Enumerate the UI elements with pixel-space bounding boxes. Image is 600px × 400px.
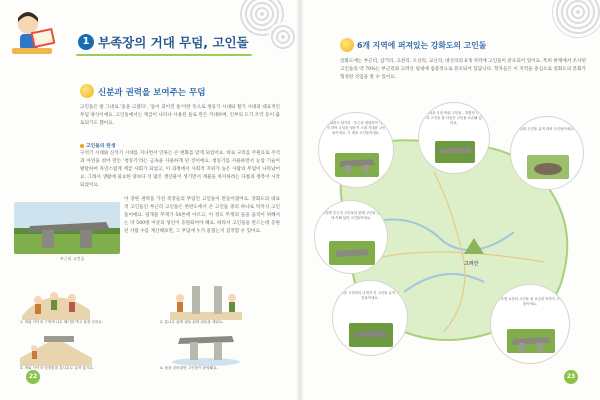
dolmen-photo — [349, 323, 393, 347]
dolmen-site-bubble — [418, 102, 490, 174]
dolmen-photo — [435, 141, 475, 163]
bubble-text: 숭회하시 삼거리 · 부근리 장당하여 가까지 하여 무덤을 청동기 시대 거대한 고인돌이에요. 기 대표 고인돌이에요. — [326, 121, 386, 135]
ganghwa-map — [314, 112, 584, 364]
step-4-caption: 4. 흙을 걷어내면 고인돌이 완성돼요. — [160, 366, 218, 370]
dolmen-photo — [329, 241, 375, 265]
step-3-illustration-icon — [20, 330, 92, 366]
step-1-illustration-icon — [20, 276, 92, 320]
sub-heading-label: 고인돌의 탄생 — [86, 144, 116, 149]
bubble-text: 교동 고천리의 나머지 인 고인돌 유적 고인돌이에요. — [340, 291, 400, 300]
section-heading: 6개 지역에 퍼져있는 강화도의 고인돌 — [357, 41, 487, 50]
dolmen-photo — [527, 155, 569, 179]
intro-paragraph: 강화도에는 부근리, 삼거리, 고천리, 오상리, 교산리, 대산리의 6개 지역에 고인돌이 분포되어 있어요. 특히 한계에서 조사된 고인돌의 약 70%는 부근리와 고려산 일대에 집중적으로 분포되어 있답니다. 학자들은 이 지역을 중심으로 강화도의 문화가 형성된 것임을 알 수 있어요. — [340, 59, 586, 80]
map-label: 고려산 — [464, 261, 479, 267]
book-gutter — [296, 0, 304, 400]
chapter-title: 부족장의 거대 무덤, 고인돌 — [98, 35, 249, 50]
paragraph-3: 이 강한 권력을 가진 족장들의 무덤인 고인돌이 만들어졌어요. 강화도의 대표적 고인돌인 부근리 고인돌은 한반도에서 큰 고인돌 중의 하나로 탁자식 고인돌이에요. 덮개돌 무게가 50톤에 이르고, 이 정도 무게의 돌을 움직이 위해서는 약 500명 이상의 성인이 동원되어야 해요. 따라서 고인돌을 만드는데 동원된 사람 수를 계산해보면, 그 무덤에 누가 묻혔는지 짐작할 수 있어요. — [124, 197, 280, 234]
dolmen-site-bubble — [318, 112, 394, 188]
bubble-text: 하점면 부근리 고인돌과 함께 고인돌 군에 속해 있어 고인돌이에요. — [322, 211, 380, 220]
photo-caption: 부근리 고인돌 — [60, 256, 85, 261]
lightbulb-icon — [80, 84, 94, 98]
section-heading: 신분과 권력을 보여주는 무덤 — [98, 88, 206, 98]
right-page — [300, 0, 600, 400]
spiral-decoration-icon — [268, 22, 298, 52]
dolmen-site-bubble — [332, 280, 408, 356]
sub-heading — [80, 142, 115, 149]
spiral-decoration-icon — [552, 0, 600, 38]
step-2-illustration-icon — [170, 276, 242, 320]
title-underline — [76, 54, 252, 56]
bubble-text: 강화읍 무덤 바위 고인돌 - 하점면 부근리 고인돌 잘 다듬은 고인돌 보존돼 있어요. — [425, 111, 483, 125]
lightbulb-icon — [340, 38, 354, 52]
dolmen-photo — [507, 329, 555, 353]
step-4-illustration-icon — [170, 326, 242, 366]
dolmen-site-bubble — [314, 200, 388, 274]
bubble-text: 강화 고인돌 유적 대표 고인돌이에요. — [519, 127, 575, 131]
chapter-number-badge: 1 — [78, 34, 94, 50]
bullet-dot-icon — [80, 144, 84, 148]
bubble-text: 양사면 교산리 고인돌 잘 보존된 탁자식 고인돌이에요. — [497, 297, 563, 306]
intro-paragraph: 고인돌은 말 그대로 '돌을 고였다', '돌이 괴어진 돌'이란 뜻으로 청동기 시대와 철기 시대의 대표적인 무덤 양식이에요. 고인돌에서는 계급이 나타나 사용된 돌로 만든 거대하며, 인부의 도기 조각 등이 출토되기도 했어요. — [80, 105, 280, 126]
page-number-left: 22 — [26, 370, 40, 384]
step-3-caption: 3. 바위 사이의 덮개돌을 통나무로 굴려 옮겨요. — [20, 366, 94, 370]
dolmen-photo — [335, 153, 379, 177]
child-reading-illustration-icon — [8, 8, 62, 62]
dolmen-site-bubble — [490, 284, 570, 364]
dolmen-site-bubble — [510, 116, 584, 190]
step-2-caption: 2. 통나무 위에 굄돌 위에 굄돌을 세워요. — [160, 320, 224, 324]
step-1-caption: 1. 바위 사이의 구멍에 나무 쐐기를 박고 물을 부어요. — [20, 320, 104, 324]
dolmen-photo — [14, 202, 120, 254]
paragraph-2: 구석기 시대와 신석기 시대를 지나면서 인류는 큰 변화를 맞게 되었어요. 바로 구리를 주원료로 주석과 아연을 섞어 만든 '청동기'라는 금속을 사용하게 된 것이에요. 청동기를 사용하면서 농업 기술이 발달하여 자연스럽게 계급 사회가 되었고, 이 과정에서 사회적 지위가 높은 사람의 무덤이 나타났어요. 그래서 생활에 필요한 양보다 더 많은 생산물이 생기면서 재물을 차지하려는 다툼과 정복이 시작되었어요. — [80, 151, 280, 188]
page-number-right: 23 — [564, 370, 578, 384]
